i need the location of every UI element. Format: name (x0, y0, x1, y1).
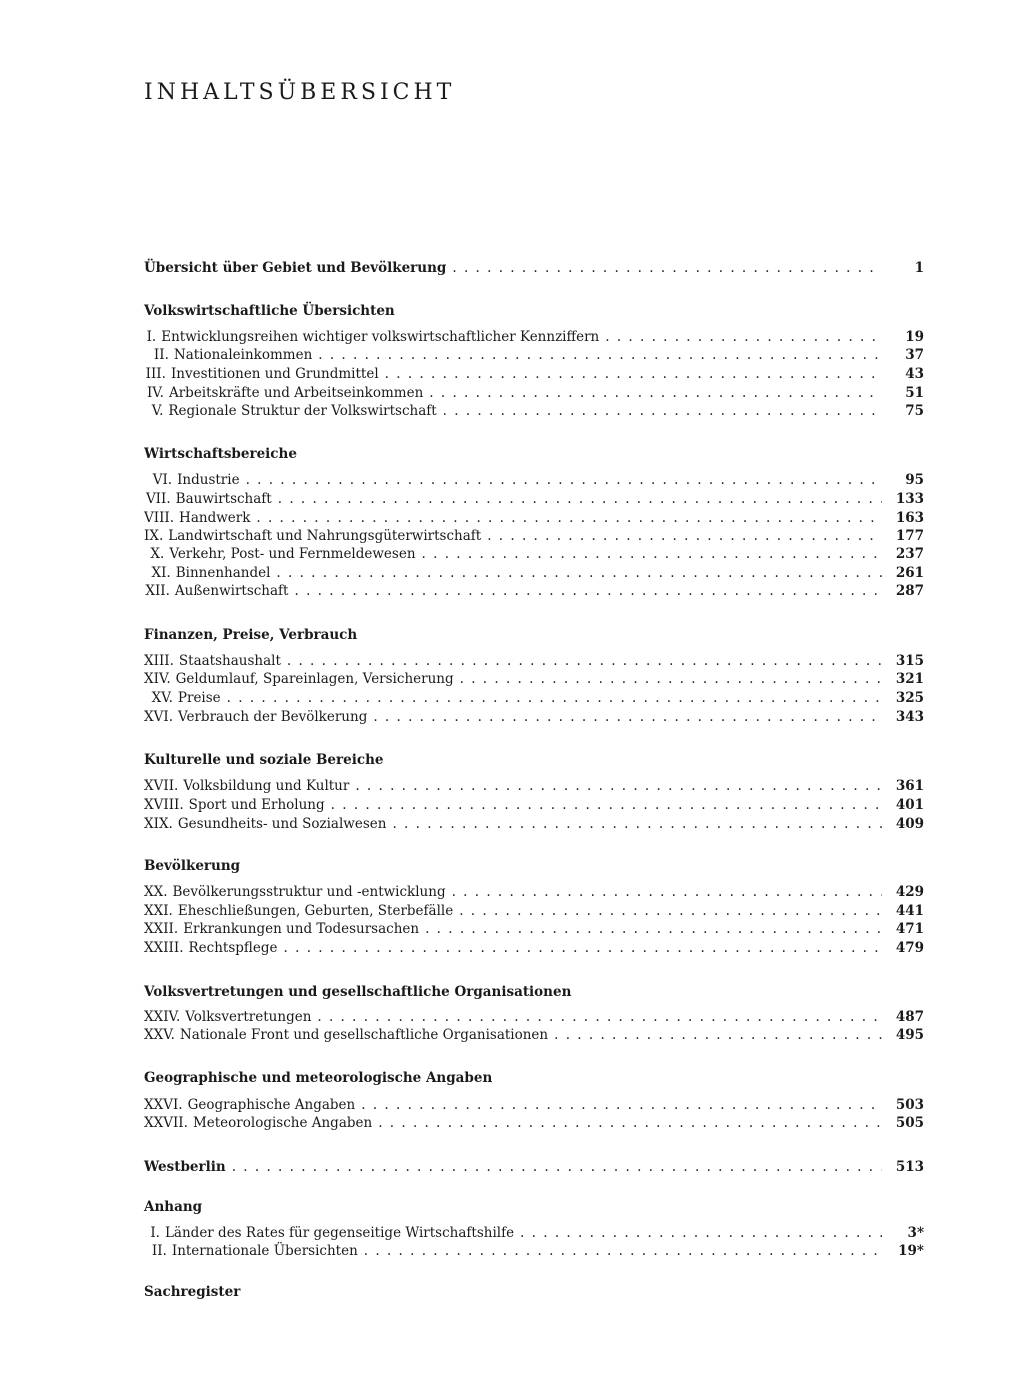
toc-entry-label: Rechtspflege (188, 940, 278, 956)
chapter-number: IX. (144, 528, 164, 544)
chapter-number: I. (146, 329, 157, 345)
leader-dots (284, 939, 882, 957)
toc-page-number: 43 (905, 366, 924, 382)
leader-dots (278, 490, 882, 508)
chapter-number: XIX. (144, 816, 173, 832)
toc-entry-label: Gesundheits- und Sozialwesen (177, 816, 387, 832)
chapter-number: I. (150, 1225, 160, 1241)
toc-entry[interactable] (144, 708, 924, 726)
toc-entry[interactable] (144, 471, 924, 489)
chapter-number: XXV. (144, 1027, 175, 1043)
toc-entry[interactable] (144, 883, 924, 901)
leader-dots (459, 902, 882, 920)
chapter-number: X. (150, 546, 165, 562)
leader-dots (554, 1026, 882, 1044)
toc-page-number: 471 (895, 921, 924, 937)
chapter-number: XXI. (144, 903, 173, 919)
toc-entry[interactable] (144, 582, 924, 600)
leader-dots (460, 670, 882, 688)
toc-entry-label: Länder des Rates für gegenseitige Wirtschaftshilfe (164, 1225, 515, 1241)
toc-entry[interactable] (144, 796, 924, 814)
toc-entry[interactable] (144, 564, 924, 582)
toc-page-number: 37 (905, 347, 924, 363)
leader-dots (392, 815, 882, 833)
chapter-number: XIV. (144, 671, 171, 687)
toc-entry[interactable] (144, 1224, 924, 1242)
toc-entry[interactable] (144, 1114, 924, 1132)
chapter-number: V. (151, 403, 164, 419)
toc-entry[interactable] (144, 777, 924, 795)
toc-entry-label: Volksvertretungen (185, 1009, 312, 1025)
section-heading: Volkswirtschaftliche Übersichten (144, 303, 395, 319)
leader-dots (318, 346, 882, 364)
chapter-number: XXIV. (144, 1009, 181, 1025)
toc-entry-label: Bevölkerungsstruktur und -entwicklung (172, 884, 446, 900)
leader-dots (287, 652, 882, 670)
toc-entry[interactable] (144, 1096, 924, 1114)
toc-entry[interactable] (144, 545, 924, 563)
toc-entry-label: Volksbildung und Kultur (183, 778, 350, 794)
toc-entry[interactable] (144, 689, 924, 707)
toc-page-number: 325 (895, 690, 924, 706)
toc-page-number: 261 (895, 565, 924, 581)
leader-dots (355, 777, 882, 795)
toc-entry-label: Internationale Übersichten (171, 1243, 358, 1259)
toc-entry-label: Staatshaushalt (178, 653, 281, 669)
toc-page-number: 441 (895, 903, 924, 919)
toc-page-number: 3* (907, 1225, 924, 1241)
leader-dots (232, 1158, 882, 1176)
toc-page-number: 133 (895, 491, 924, 507)
chapter-number: XVI. (144, 709, 173, 725)
toc-entry-label: Regionale Struktur der Volkswirtschaft (168, 403, 437, 419)
toc-entry-label: Erkrankungen und Todesursachen (183, 921, 420, 937)
toc-entry[interactable] (144, 509, 924, 527)
toc-page-number: 163 (895, 510, 924, 526)
toc-page-number: 429 (895, 884, 924, 900)
toc-page-number: 177 (895, 528, 924, 544)
toc-page-number: 479 (895, 940, 924, 956)
toc-entry-label: Bauwirtschaft (175, 491, 272, 507)
chapter-number: XV. (151, 690, 173, 706)
toc-entry-sachregister[interactable]: Sachregister (144, 1284, 241, 1300)
leader-dots (227, 689, 882, 707)
leader-dots (422, 545, 882, 563)
toc-entry-label: Binnenhandel (175, 565, 271, 581)
toc-entry[interactable] (144, 920, 924, 938)
leader-dots (443, 402, 882, 420)
toc-page-number: 503 (895, 1097, 924, 1113)
toc-entry[interactable] (144, 328, 924, 346)
page-title: INHALTSÜBERSICHT (144, 80, 456, 105)
leader-dots (364, 1242, 882, 1260)
section-heading: Geographische und meteorologische Angaben (144, 1070, 493, 1086)
toc-entry[interactable] (144, 1008, 924, 1026)
leader-dots (246, 471, 882, 489)
toc-entry[interactable] (144, 815, 924, 833)
chapter-number: IV. (146, 385, 164, 401)
toc-entry-overview[interactable] (144, 259, 924, 277)
section-heading: Kulturelle und soziale Bereiche (144, 752, 384, 768)
toc-entry-label: Landwirtschaft und Nahrungsgüterwirtschaft (168, 528, 482, 544)
leader-dots (520, 1224, 882, 1242)
toc-page-number: 95 (905, 472, 924, 488)
leader-dots (452, 883, 882, 901)
chapter-number: XVIII. (144, 797, 184, 813)
toc-entry[interactable] (144, 402, 924, 420)
toc-page-number: 409 (895, 816, 924, 832)
chapter-number: II. (153, 347, 169, 363)
toc-page-number: 321 (895, 671, 924, 687)
toc-page-number: 315 (895, 653, 924, 669)
chapter-number: XX. (144, 884, 168, 900)
section-heading: Wirtschaftsbereiche (144, 446, 297, 462)
toc-page-number: 361 (895, 778, 924, 794)
leader-dots (385, 365, 882, 383)
chapter-number: XII. (145, 583, 170, 599)
chapter-number: VII. (145, 491, 171, 507)
section-heading: Finanzen, Preise, Verbrauch (144, 627, 358, 643)
chapter-number: XI. (151, 565, 171, 581)
toc-entry-label: Nationale Front und gesellschaftliche Organisationen (179, 1027, 549, 1043)
toc-entry-label: Eheschließungen, Geburten, Sterbefälle (177, 903, 454, 919)
toc-entry-label: Entwicklungsreihen wichtiger volkswirtschaftlicher Kennziffern (161, 329, 600, 345)
toc-entry-label: Geldumlauf, Spareinlagen, Versicherung (175, 671, 454, 687)
toc-page-number: 75 (905, 403, 924, 419)
toc-page-number: 237 (895, 546, 924, 562)
toc-entry[interactable] (144, 527, 924, 545)
toc-entry-label: Verbrauch der Bevölkerung (177, 709, 368, 725)
leader-dots (331, 796, 882, 814)
section-heading: Bevölkerung (144, 858, 241, 874)
leader-dots (317, 1008, 882, 1026)
chapter-number: XVII. (144, 778, 179, 794)
toc-entry-label: Nationaleinkommen (173, 347, 313, 363)
section-heading-anhang: Anhang (144, 1199, 203, 1215)
toc-entry-label: Handwerk (179, 510, 251, 526)
chapter-number: VIII. (144, 510, 175, 526)
leader-dots (452, 259, 882, 277)
chapter-number: XXIII. (144, 940, 184, 956)
toc-entry-label: Übersicht über Gebiet und Bevölkerung (144, 260, 447, 276)
toc-entry[interactable] (144, 346, 924, 364)
chapter-number: VI. (152, 472, 173, 488)
toc-page-number: 513 (895, 1159, 924, 1175)
leader-dots (276, 564, 882, 582)
leader-dots (378, 1114, 882, 1132)
toc-entry[interactable] (144, 1026, 924, 1044)
toc-entry-label: Geographische Angaben (187, 1097, 356, 1113)
toc-entry[interactable] (144, 384, 924, 402)
leader-dots (425, 920, 882, 938)
chapter-number: XIII. (144, 653, 174, 669)
leader-dots (487, 527, 882, 545)
toc-entry[interactable] (144, 670, 924, 688)
leader-dots (294, 582, 882, 600)
chapter-number: XXVII. (144, 1115, 188, 1131)
chapter-number: XXII. (144, 921, 179, 937)
leader-dots (605, 328, 882, 346)
toc-entry-label: Preise (177, 690, 221, 706)
toc-entry-label: Außenwirtschaft (174, 583, 289, 599)
toc-page-number: 495 (895, 1027, 924, 1043)
toc-entry[interactable] (144, 902, 924, 920)
leader-dots (361, 1096, 882, 1114)
toc-entry[interactable] (144, 652, 924, 670)
toc-entry-westberlin[interactable] (144, 1158, 924, 1176)
toc-entry-label: Verkehr, Post- und Fernmeldewesen (169, 546, 416, 562)
toc-page-number: 51 (905, 385, 924, 401)
chapter-number: II. (151, 1243, 167, 1259)
toc-page-number: 1 (914, 260, 924, 276)
toc-entry-label: Industrie (177, 472, 240, 488)
toc-page-number: 19* (898, 1243, 924, 1259)
toc-entry-label: Arbeitskräfte und Arbeitseinkommen (168, 385, 424, 401)
toc-page-number: 401 (895, 797, 924, 813)
chapter-number: III. (145, 366, 166, 382)
toc-entry[interactable] (144, 939, 924, 957)
leader-dots (256, 509, 882, 527)
toc-entry[interactable] (144, 365, 924, 383)
toc-page-number: 505 (895, 1115, 924, 1131)
toc-entry[interactable] (144, 1242, 924, 1260)
toc-entry-label: Westberlin (144, 1159, 226, 1175)
leader-dots (373, 708, 882, 726)
toc-entry-label: Investitionen und Grundmittel (170, 366, 379, 382)
toc-page-number: 343 (895, 709, 924, 725)
toc-entry[interactable] (144, 490, 924, 508)
toc-entry-label: Sport und Erholung (188, 797, 325, 813)
toc-entry-label: Meteorologische Angaben (192, 1115, 373, 1131)
toc-page-number: 487 (895, 1009, 924, 1025)
chapter-number: XXVI. (144, 1097, 183, 1113)
section-heading: Volksvertretungen und gesellschaftliche Organisationen (144, 984, 572, 1000)
toc-page-number: 287 (895, 583, 924, 599)
leader-dots (429, 384, 882, 402)
toc-page-number: 19 (905, 329, 924, 345)
